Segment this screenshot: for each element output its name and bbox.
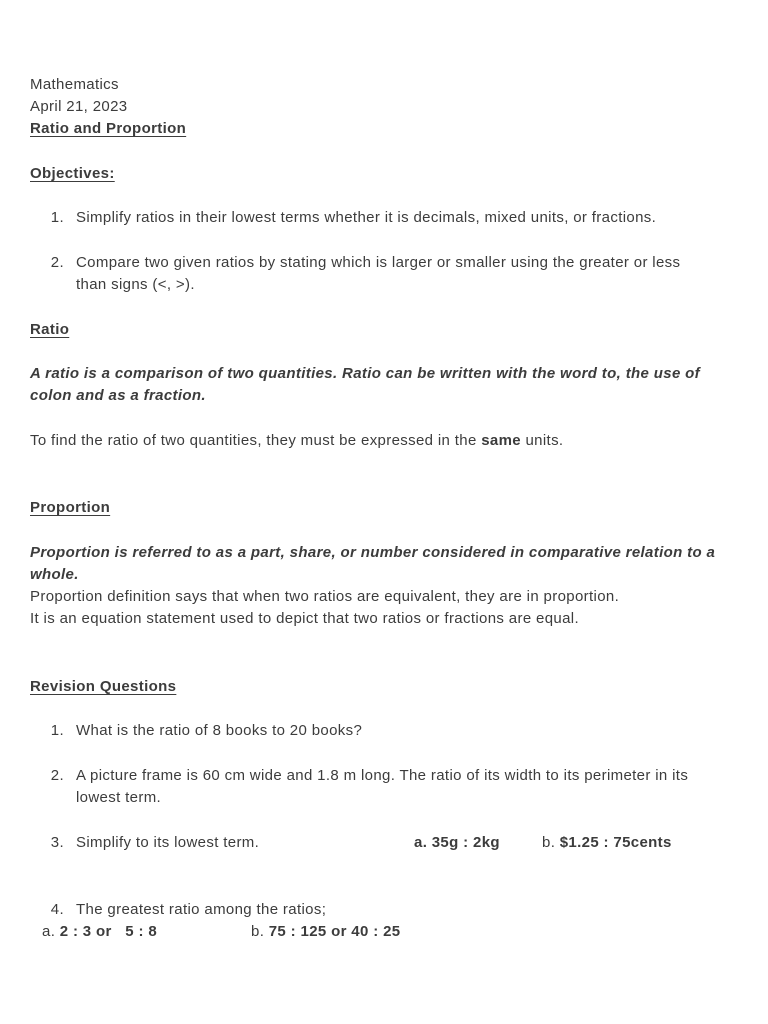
option-b-prefix: b. (542, 834, 560, 851)
ratio-definition-continued: colon and as a fraction. (30, 387, 206, 404)
ratio-note (30, 430, 563, 452)
question-number: 2. (50, 767, 64, 784)
objective-item-continued: than signs (<, >). (76, 276, 195, 293)
option-a-value: 2 : 3 or 5 : 8 (59, 923, 158, 940)
ratio-note-emphasis: same (481, 432, 521, 449)
subject-line: Mathematics (30, 76, 119, 93)
objective-number: 2. (50, 254, 64, 271)
question-option-b (251, 921, 400, 943)
option-b-value: $1.25 : 75cents (559, 834, 672, 851)
question-text: What is the ratio of 8 books to 20 books? (76, 722, 363, 739)
proportion-heading: Proportion (30, 499, 111, 516)
ratio-note-text: To find the ratio of two quantities, they must be expressed in the (30, 432, 482, 449)
proportion-explanation: Proportion definition says that when two ratios are equivalent, they are in proportion. (30, 588, 620, 605)
option-b-prefix: b. (251, 923, 269, 940)
ratio-note-text-end: units. (520, 432, 564, 449)
option-a-prefix: a. (42, 923, 60, 940)
question-option-a (42, 921, 157, 943)
question-text: Simplify to its lowest term. (76, 834, 260, 851)
objective-item: Compare two given ratios by stating which is larger or smaller using the greater or less (76, 254, 681, 271)
question-text: A picture frame is 60 cm wide and 1.8 m long. The ratio of its width to its perimeter in its (76, 767, 689, 784)
objective-item: Simplify ratios in their lowest terms whether it is decimals, mixed units, or fractions. (76, 209, 657, 226)
ratio-definition: A ratio is a comparison of two quantities. Ratio can be written with the word to, the use of (30, 365, 701, 382)
question-option-a: a. 35g : 2kg (414, 834, 500, 851)
question-text-continued: lowest term. (76, 789, 162, 806)
objectives-heading: Objectives: (30, 165, 115, 182)
question-text: The greatest ratio among the ratios; (76, 901, 327, 918)
question-number: 3. (50, 834, 64, 851)
question-number: 1. (50, 722, 64, 739)
date-line: April 21, 2023 (30, 98, 128, 115)
proportion-explanation: It is an equation statement used to depict that two ratios or fractions are equal. (30, 610, 579, 627)
objective-number: 1. (50, 209, 64, 226)
ratio-heading: Ratio (30, 321, 70, 338)
question-number: 4. (50, 901, 64, 918)
option-b-value: 75 : 125 or 40 : 25 (268, 923, 401, 940)
proportion-definition: Proportion is referred to as a part, share, or number considered in comparative relation to a (30, 544, 716, 561)
question-option-b (542, 832, 672, 854)
topic-title: Ratio and Proportion (30, 120, 187, 137)
proportion-definition-continued: whole. (30, 566, 79, 583)
revision-heading: Revision Questions (30, 678, 177, 695)
